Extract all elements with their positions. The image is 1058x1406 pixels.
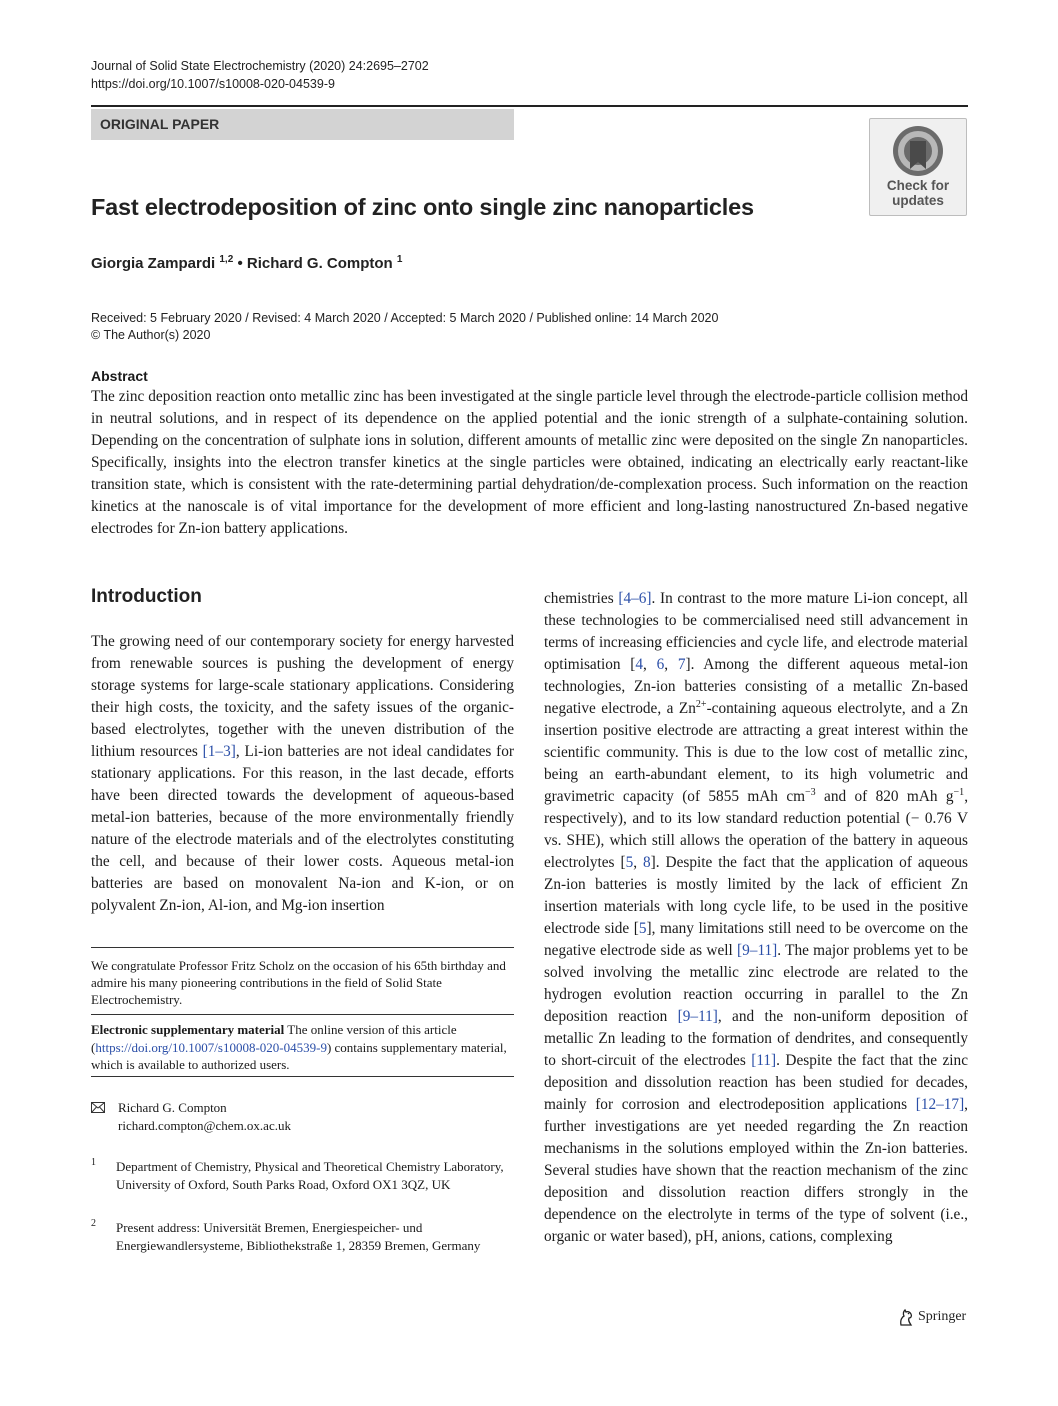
affiliation-number: 2	[91, 1218, 96, 1229]
intro-text: , Li-ion batteries are not ideal candidates for stationary applications. For this reason, in the last decade, efforts have been directed towards the development of aqueous-based metal-ion batteries, because of the more environmentally friendly nature of the electrode materials and of the electrolytes constituting the cell, and because of their lower costs. Aqueous metal-ion batteries are based on monovalent Na-ion and K-ion, or on polyvalent Zn-ion, Al-ion, and Mg-ion insertion	[91, 743, 515, 914]
abstract-text: The zinc deposition reaction onto metallic zinc has been investigated at the single particle level through the electrode-particle collision method in neutral solutions, and in respect of its dependence on the applied potential and the ionic strength of a sulphate-containing solution. Depending on the concentration of sulphate ions in solution, different amounts of metallic zinc were deposited on the single Zn nanoparticles. Specifically, insights into the electron transfer kinetics at the single particles were obtained, indicating an electrically early reactant-like transition state, which is consistent with the rate-determining partial dehydration/de-complexation process. Such information on the reaction kinetics at the nanoscale is of vital importance for the development of more efficient and long-lasting nanostructured Zn-based negative electrodes for Zn-ion battery applications.	[91, 388, 968, 537]
citation-link[interactable]: [9–11]	[737, 942, 778, 959]
author-list	[91, 254, 402, 272]
intro-right-column	[544, 588, 968, 1248]
intro-text: . Despite the fact that the zinc deposition and dissolution reaction has been studied for decades, mainly for corrosion and electrodeposition applications	[544, 1052, 968, 1113]
esm-text: The online version of this article (	[91, 1022, 457, 1055]
esm-text: ) contains supplementary material, which is available to authorized users.	[91, 1039, 507, 1072]
superscript: −3	[805, 786, 816, 798]
citation-link[interactable]: 4	[635, 656, 643, 673]
publication-dates	[91, 310, 718, 344]
intro-text: ,	[643, 656, 657, 673]
crossmark-line-1: Check for	[886, 178, 950, 193]
author-separator: •	[237, 255, 243, 272]
springer-horse-icon	[898, 1308, 914, 1326]
intro-left-column	[91, 631, 514, 917]
publisher-logo	[898, 1308, 966, 1326]
esm-link[interactable]: https://doi.org/10.1007/s10008-020-04539-9	[95, 1039, 327, 1055]
citation-link[interactable]: [4–6]	[618, 590, 652, 607]
citation-link[interactable]: [11]	[751, 1052, 777, 1069]
crossmark-icon	[892, 125, 944, 177]
intro-text: -containing aqueous electrolyte, and a Zn insertion positive electrode are attracting a great interest within the scientific community. This is due to the low cost of metallic zinc, being an earth-abundant element, to its high volumetric and gravimetric capacity (of 5855 mAh cm	[544, 700, 968, 805]
affiliation-text: Department of Chemistry, Physical and Theoretical Chemistry Laboratory, University of Oxford, South Parks Road, Oxford OX1 3QZ, UK	[116, 1159, 504, 1192]
doi-link[interactable]: https://doi.org/10.1007/s10008-020-04539-9	[91, 77, 335, 91]
citation-link[interactable]: [1–3]	[202, 743, 236, 760]
journal-citation: Journal of Solid State Electrochemistry (2020) 24:2695–2702	[91, 59, 429, 73]
journal-header	[91, 57, 429, 93]
citation-link[interactable]: 5	[625, 854, 634, 871]
intro-text: The growing need of our contemporary society for energy harvested from renewable sources is pushing the development of energy storage systems for large-scale stationary applications. Considering their high costs, the toxicity, and the safety issues of the organic-based electrolytes, together with the uneven distribution of the lithium resources	[91, 633, 514, 760]
intro-text: chemistries	[544, 590, 619, 607]
citation-link[interactable]: 5	[638, 920, 647, 937]
intro-text: ], many limitations still need to be overcome on the negative electrode side as well	[544, 920, 969, 959]
citation-link[interactable]: [9–11]	[677, 1008, 718, 1025]
supplementary-footnote	[91, 1021, 514, 1074]
affiliation-number: 1	[91, 1157, 96, 1168]
dedication-footnote: We congratulate Professor Fritz Scholz on the occasion of his 65th birthday and admire his many pioneering contributions in the field of Solid State Electrochemistry.	[91, 958, 506, 1007]
publisher-name: Springer	[918, 1309, 967, 1324]
affiliation-text: Present address: Universität Bremen, Energiespeicher- und Energiewandlersysteme, Bibliothekstraße 1, 28359 Bremen, Germany	[116, 1220, 481, 1253]
citation-link[interactable]: 8	[643, 854, 651, 871]
superscript: −1	[953, 786, 965, 798]
paper-type-label: ORIGINAL PAPER	[91, 109, 514, 140]
intro-text: ]. Despite the fact that the application of aqueous Zn-ion batteries is mostly limited by the lack of efficient Zn insertion materials with long cycle life, to be used in the positive electrode side [	[544, 854, 968, 937]
intro-text: . The major problems yet to be solved involving the metallic zinc electrode are related to the hydrogen evolution reaction occurring in parallel to the Zn deposition reaction	[544, 942, 968, 1025]
copyright-line: © The Author(s) 2020	[91, 328, 211, 342]
author-affiliation-mark: 1,2	[219, 254, 234, 265]
intro-text: , and the non-uniform deposition of metallic Zn leading to the formation of dendrites, and consequently to short-circuit of the electrodes	[544, 1008, 968, 1069]
intro-text: ,	[633, 854, 643, 871]
footnote-divider	[91, 947, 514, 948]
citation-link[interactable]: 6	[656, 656, 665, 673]
citation-link[interactable]: 7	[677, 656, 686, 673]
intro-text: , respectively), and to its low standard reduction potential (− 0.76 V vs. SHE), which still allows the operation of the battery in aqueous electrolytes [	[544, 788, 969, 871]
introduction-heading: Introduction	[91, 586, 202, 607]
intro-text: ,	[664, 656, 678, 673]
author-name[interactable]: Giorgia Zampardi	[91, 255, 216, 272]
superscript: 2+	[695, 698, 707, 710]
corresponding-author-email[interactable]: richard.compton@chem.ox.ac.uk	[118, 1118, 291, 1133]
author-affiliation-mark: 1	[396, 254, 403, 265]
abstract-heading: Abstract	[91, 368, 148, 384]
footnote-divider	[91, 1014, 514, 1015]
intro-text: , further investigations are yet needed regarding the Zn reaction mechanisms in the solutions employed within the Zn-ion batteries. Several studies have shown that the reaction mechanism of the zinc deposition and dissolution reaction differs strongly in the dependence on the electrolyte in terms of the type of solvent (i.e., organic or water based), pH, anions, cations, complexing	[544, 1096, 968, 1245]
history-dates: Received: 5 February 2020 / Revised: 4 March 2020 / Accepted: 5 March 2020 / Published online: 14 March 2020	[91, 311, 719, 325]
citation-link[interactable]: [12–17]	[915, 1096, 965, 1113]
envelope-icon	[91, 1102, 105, 1113]
corresponding-author-name: Richard G. Compton	[118, 1100, 227, 1115]
intro-text: ]. Among the different aqueous metal-ion technologies, Zn-ion batteries consisting of a metallic Zn-based negative electrode, a Zn	[544, 656, 968, 717]
abstract-section	[91, 368, 968, 540]
header-rule	[91, 105, 968, 107]
article-title: Fast electrodeposition of zinc onto single zinc nanoparticles	[91, 194, 754, 220]
check-for-updates-badge[interactable]	[869, 118, 967, 216]
esm-label: Electronic supplementary material	[91, 1022, 285, 1037]
footnote-divider	[91, 1076, 514, 1077]
intro-text: . In contrast to the more mature Li-ion concept, all these technologies to be commercialised need still advancement in terms of increasing efficiencies and cycle life, and electrode material optimisation [	[544, 590, 968, 673]
author-name[interactable]: Richard G. Compton	[246, 255, 393, 272]
intro-text: and of 820 mAh g	[815, 788, 954, 805]
crossmark-line-2: updates	[892, 193, 944, 208]
